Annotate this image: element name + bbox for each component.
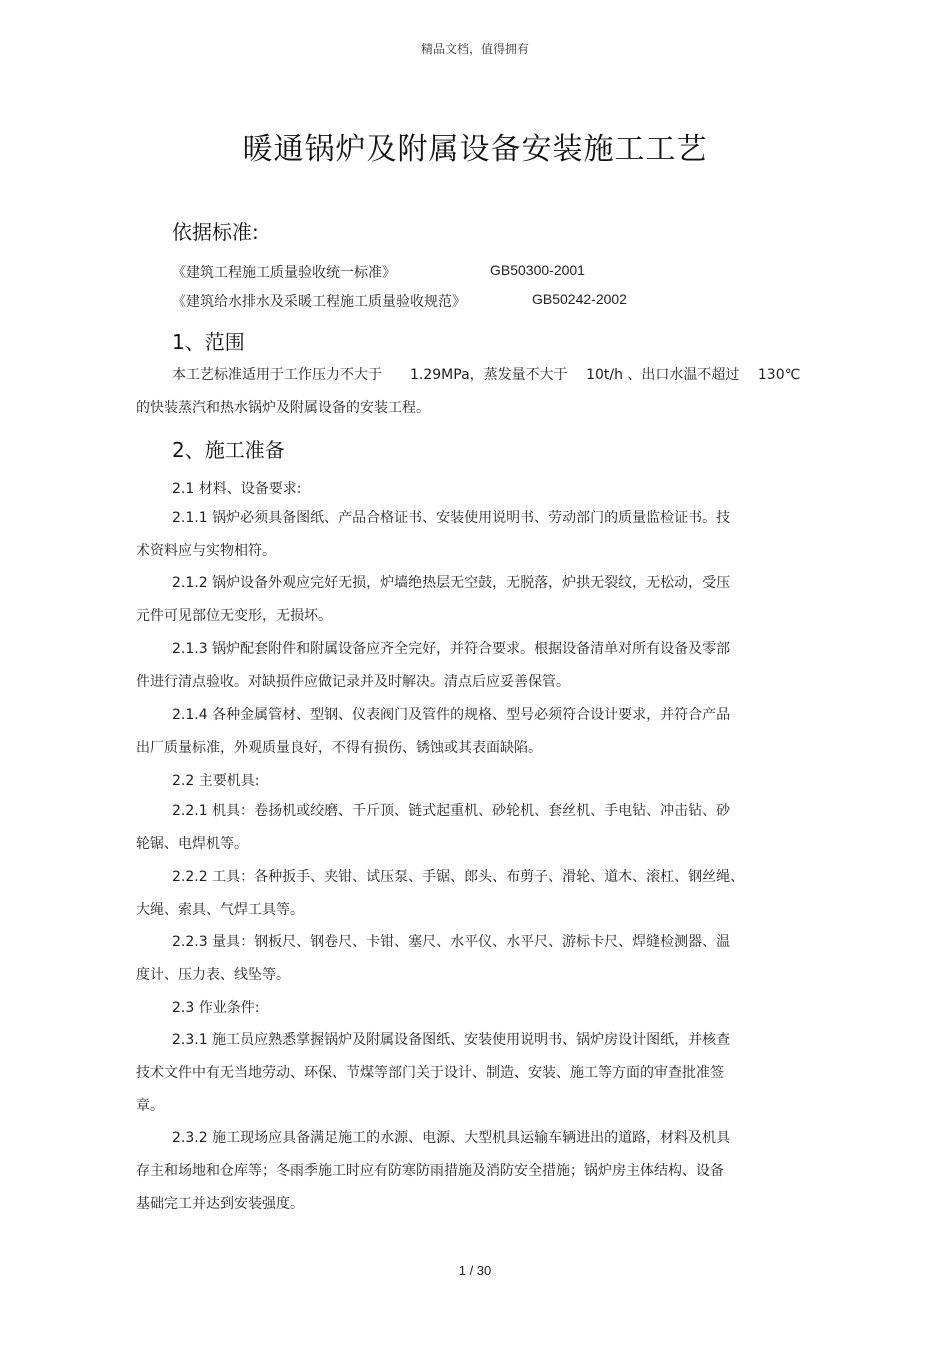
paragraph-line: 基础完工并达到安装强度。 [136,1196,304,1212]
page-header: 精品文档，值得拥有 [420,42,529,56]
paragraph-line: 件进行清点验收。对缺损件应做记录并及时解决。清点后应妥善保管。 [136,674,570,690]
paragraph-2-3-2 [136,1122,836,1221]
paragraph-line: 出厂质量标准，外观质量良好，不得有损伤、锈蚀或其表面缺陷。 [136,740,542,756]
paragraph-scope [136,359,836,425]
paragraph-2-1-1 [136,502,836,568]
subsection-heading: 2.1 材料、设备要求: [172,481,302,497]
standard-row [172,291,627,311]
paragraph-line: 大绳、索具、气焊工具等。 [136,902,304,918]
paragraph-line: 2.1.4 各种金属管材、型钢、仪表阀门及管件的规格、型号必须符合设计要求，并符合产品 [172,707,731,723]
paragraph-line: 存主和场地和仓库等；冬雨季施工时应有防寒防雨措施及消防安全措施；锅炉房主体结构、设备 [136,1163,724,1179]
paragraph-line: 度计、压力表、线坠等。 [136,967,290,983]
standard-name: 《建筑工程施工质量验收统一标准》 [172,265,396,281]
paragraph-line: 章。 [136,1098,164,1114]
standard-name: 《建筑给水排水及采暖工程施工质量验收规范》 [172,294,466,310]
paragraph-line: 轮锯、电焊机等。 [136,836,248,852]
paragraph-line: 2.1.3 锅炉配套附件和附属设备应齐全完好，并符合要求。根据设备清单对所有设备及零部 [172,641,731,657]
paragraph-line: 的快装蒸汽和热水锅炉及附属设备的安装工程。 [136,400,430,416]
paragraph-2-2-1 [136,795,836,861]
paragraph-line: 2.1.2 锅炉设备外观应完好无损，炉墙绝热层无空鼓，无脱落，炉拱无裂纹，无松动，受压 [172,575,731,591]
paragraph-line: 元件可见部位无变形，无损坏。 [136,608,332,624]
section-heading-scope: 1、范围 [172,330,245,354]
paragraph-2-2-2 [136,861,836,927]
paragraph-2-1-4 [136,699,836,765]
document-title: 暖通锅炉及附属设备安装施工工艺 [242,132,708,167]
section-heading-preparation: 2、施工准备 [172,438,285,462]
paragraph-line: 2.2.3 量具：钢板尺、钢卷尺、卡钳、塞尺、水平仪、水平尺、游标卡尺、焊缝检测器、温 [172,934,731,950]
page-number: 1 / 30 [458,1263,492,1278]
paragraph-2-3-1 [136,1024,836,1123]
paragraph-2-1-2 [136,567,836,633]
standard-code: GB50242-2002 [532,291,627,307]
subsection-heading: 2.2 主要机具: [172,773,260,789]
paragraph-line: 2.2.1 机具：卷扬机或绞磨、千斤顶、链式起重机、砂轮机、套丝机、手电钻、冲击钻、砂 [172,803,731,819]
paragraph-line: 2.3.1 施工员应熟悉掌握锅炉及附属设备图纸、安装使用说明书、锅炉房设计图纸，并核查 [172,1032,731,1048]
paragraph-line: 术资料应与实物相符。 [136,543,276,559]
paragraph-line: 2.2.2 工具：各种扳手、夹钳、试压泵、手锯、郎头、布剪子、滑轮、道木、滚杠、钢丝绳、 [172,869,745,885]
paragraph-2-1-3 [136,633,836,699]
paragraph-2-2-3 [136,926,836,992]
paragraph-line: 本工艺标准适用于工作压力不大于 1.29MPa，蒸发量不大于 10t/h 、出口水温不超过 130℃ [172,367,801,383]
paragraph-line: 技术文件中有无当地劳动、环保、节煤等部门关于设计、制造、安装、施工等方面的审查批准签 [136,1065,724,1081]
standard-code: GB50300-2001 [490,262,585,278]
standard-row [172,262,585,282]
paragraph-line: 2.1.1 锅炉必须具备图纸、产品合格证书、安装使用说明书、劳动部门的质量监检证书。技 [172,510,731,526]
subsection-heading: 2.3 作业条件: [172,1000,260,1016]
paragraph-line: 2.3.2 施工现场应具备满足施工的水源、电源、大型机具运输车辆进出的道路，材料及机具 [172,1130,731,1146]
basis-heading: 依据标准: [172,220,259,244]
